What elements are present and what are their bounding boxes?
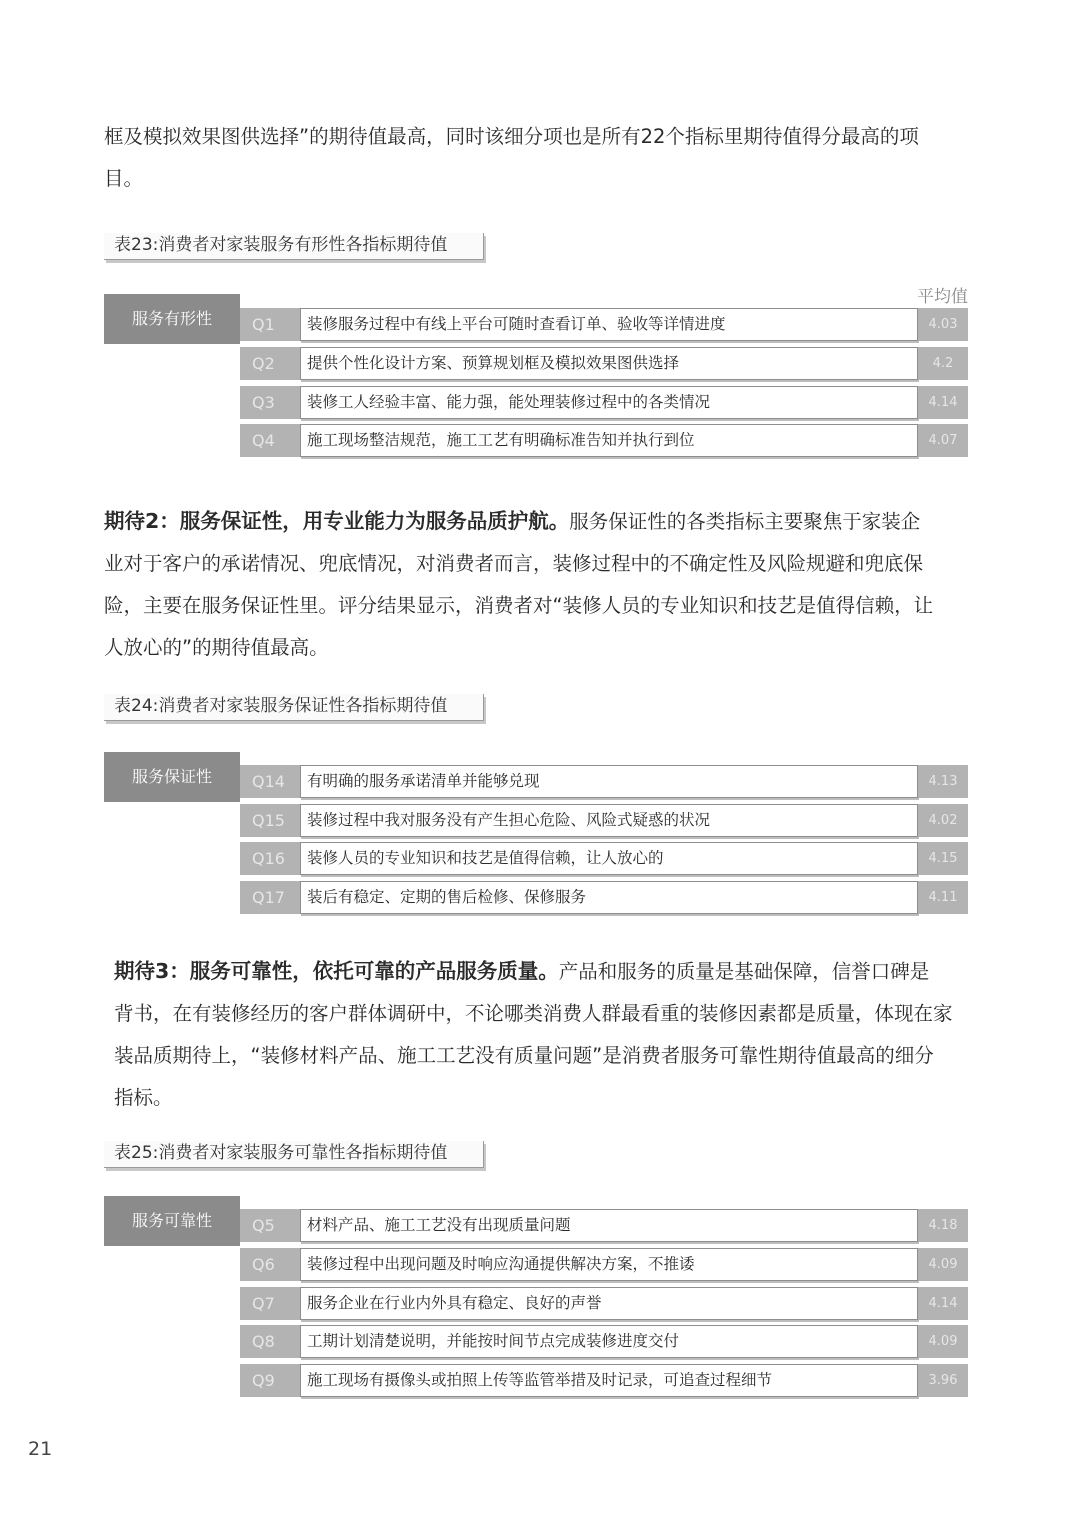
question-text: 装修人员的专业知识和技艺是值得信赖，让人放心的 xyxy=(300,842,918,875)
expectation-3-paragraph xyxy=(114,950,984,1119)
question-text: 服务企业在行业内外具有稳定、良好的声誉 xyxy=(300,1287,918,1320)
table-row xyxy=(240,386,968,419)
average-value: 4.09 xyxy=(918,1325,968,1358)
para2-line-1 xyxy=(104,500,974,543)
question-id: Q16 xyxy=(240,842,300,875)
question-text: 装修服务过程中有线上平台可随时查看订单、验收等详情进度 xyxy=(300,308,918,341)
question-id: Q9 xyxy=(240,1364,300,1397)
question-text: 装修工人经验丰富、能力强，能处理装修过程中的各类情况 xyxy=(300,386,918,419)
table-row xyxy=(240,1209,968,1242)
question-text: 材料产品、施工工艺没有出现质量问题 xyxy=(300,1209,918,1242)
table25-category: 服务可靠性 xyxy=(104,1196,240,1246)
table-row xyxy=(240,347,968,380)
average-value: 4.09 xyxy=(918,1248,968,1281)
table-row xyxy=(240,424,968,457)
question-id: Q15 xyxy=(240,804,300,837)
table-row xyxy=(240,1287,968,1320)
average-value: 4.18 xyxy=(918,1209,968,1242)
question-text: 提供个性化设计方案、预算规划框及模拟效果图供选择 xyxy=(300,347,918,380)
para3-line-2: 背书，在有装修经历的客户群体调研中，不论哪类消费人群最看重的装修因素都是质量，体现在家 xyxy=(114,1002,953,1025)
expectation-2-paragraph xyxy=(104,500,974,669)
average-value: 4.14 xyxy=(918,1287,968,1320)
para2-heading: 期待2：服务保证性，用专业能力为服务品质护航。 xyxy=(104,509,570,533)
average-value: 4.07 xyxy=(918,424,968,457)
table-row xyxy=(240,1325,968,1358)
table-row xyxy=(240,765,968,798)
question-id: Q5 xyxy=(240,1209,300,1242)
table-row xyxy=(240,804,968,837)
question-text: 有明确的服务承诺清单并能够兑现 xyxy=(300,765,918,798)
para2-line-4: 人放心的”的期待值最高。 xyxy=(104,636,329,659)
table-row xyxy=(240,1364,968,1397)
para2-line-1-rest: 服务保证性的各类指标主要聚焦于家装企 xyxy=(569,510,921,533)
question-id: Q8 xyxy=(240,1325,300,1358)
para3-line-3: 装品质期待上，“装修材料产品、施工工艺没有质量问题”是消费者服务可靠性期待值最高的细分 xyxy=(114,1044,934,1067)
average-value: 4.2 xyxy=(918,347,968,380)
question-id: Q17 xyxy=(240,881,300,914)
table25-caption: 表25:消费者对家装服务可靠性各指标期待值 xyxy=(104,1141,484,1168)
table24-category: 服务保证性 xyxy=(104,752,240,802)
table23-caption: 表23:消费者对家装服务有形性各指标期待值 xyxy=(104,233,484,260)
table-row xyxy=(240,881,968,914)
average-value: 4.02 xyxy=(918,804,968,837)
para3-heading: 期待3：服务可靠性，依托可靠的产品服务质量。 xyxy=(114,959,559,983)
para3-line-1-rest: 产品和服务的质量是基础保障，信誉口碑是 xyxy=(558,960,930,983)
table23-category: 服务有形性 xyxy=(104,294,240,344)
average-value: 4.15 xyxy=(918,842,968,875)
average-value: 4.03 xyxy=(918,308,968,341)
intro-line-2: 目。 xyxy=(104,167,144,190)
para2-line-3: 险，主要在服务保证性里。评分结果显示，消费者对“装修人员的专业知识和技艺是值得信赖，让 xyxy=(104,594,934,617)
question-id: Q1 xyxy=(240,308,300,341)
average-value: 4.11 xyxy=(918,881,968,914)
average-value: 4.13 xyxy=(918,765,968,798)
table23 xyxy=(104,287,968,456)
question-id: Q6 xyxy=(240,1248,300,1281)
question-text: 工期计划清楚说明，并能按时间节点完成装修进度交付 xyxy=(300,1325,918,1358)
para3-line-1 xyxy=(114,950,984,993)
table25 xyxy=(104,1196,968,1396)
question-text: 装后有稳定、定期的售后检修、保修服务 xyxy=(300,881,918,914)
question-text: 施工现场整洁规范，施工工艺有明确标准告知并执行到位 xyxy=(300,424,918,457)
para2-line-2: 业对于客户的承诺情况、兜底情况，对消费者而言，装修过程中的不确定性及风险规避和兜底保 xyxy=(104,552,924,575)
question-id: Q2 xyxy=(240,347,300,380)
table-row xyxy=(240,1248,968,1281)
average-value: 4.14 xyxy=(918,386,968,419)
intro-paragraph xyxy=(104,116,974,200)
para3-line-4: 指标。 xyxy=(114,1086,173,1109)
page-number: 21 xyxy=(28,1438,53,1460)
question-id: Q3 xyxy=(240,386,300,419)
question-id: Q14 xyxy=(240,765,300,798)
table-row xyxy=(240,308,968,341)
question-text: 施工现场有摄像头或拍照上传等监管举措及时记录，可追查过程细节 xyxy=(300,1364,918,1397)
question-id: Q7 xyxy=(240,1287,300,1320)
table24-caption: 表24:消费者对家装服务保证性各指标期待值 xyxy=(104,694,484,721)
question-id: Q4 xyxy=(240,424,300,457)
intro-line-1: 框及模拟效果图供选择”的期待值最高，同时该细分项也是所有22个指标里期待值得分最高的项 xyxy=(104,125,919,148)
average-value: 3.96 xyxy=(918,1364,968,1397)
average-value-label: 平均值 xyxy=(917,287,968,307)
table24 xyxy=(104,752,968,912)
table-row xyxy=(240,842,968,875)
question-text: 装修过程中我对服务没有产生担心危险、风险式疑惑的状况 xyxy=(300,804,918,837)
question-text: 装修过程中出现问题及时响应沟通提供解决方案，不推诿 xyxy=(300,1248,918,1281)
